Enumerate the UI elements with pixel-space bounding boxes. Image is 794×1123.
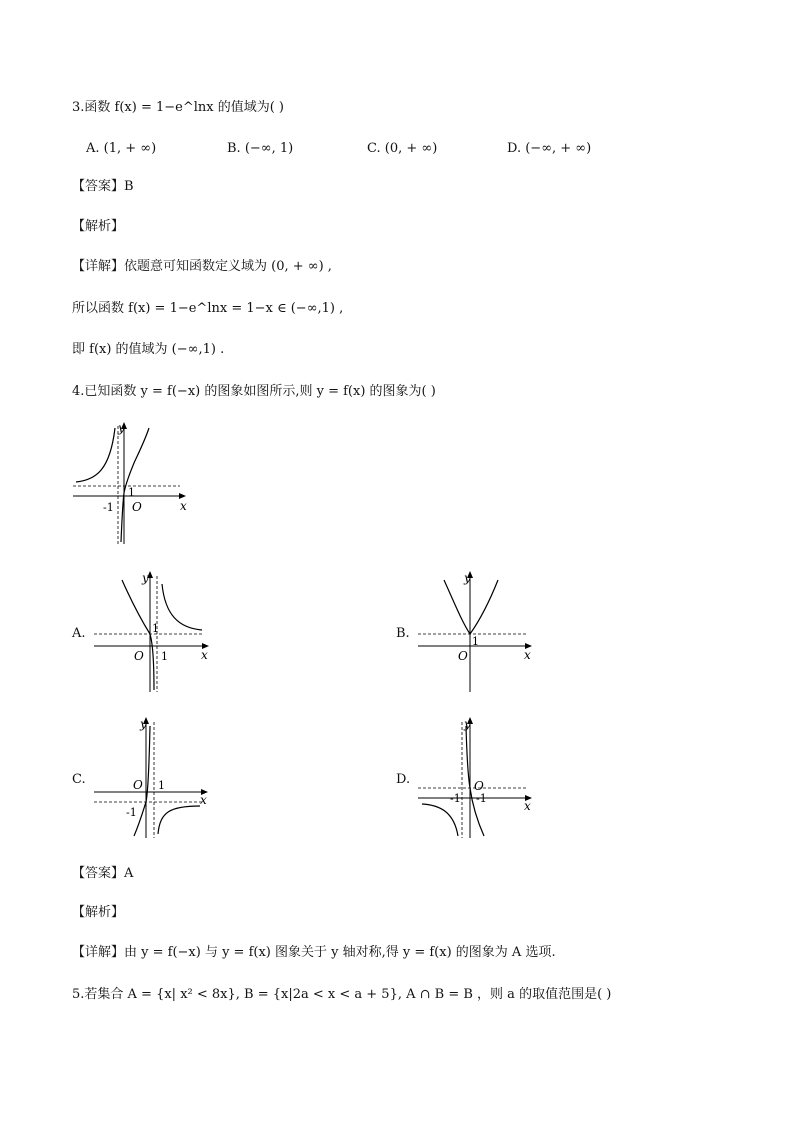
- d-origin-label: O: [474, 779, 484, 793]
- d-x-label: x: [524, 799, 531, 813]
- c-x-label: x: [200, 793, 207, 807]
- q3-detail-1: 【详解】依题意可知函数定义域为 (0, + ∞) ,: [72, 259, 332, 274]
- q4-option-d-graph: [414, 712, 539, 842]
- given-origin-label: O: [132, 500, 142, 514]
- q3-detail-2: 所以函数 f(x) = 1−e^lnx = 1−x ∈ (−∞,1) ,: [72, 301, 344, 316]
- d-y-label: y: [464, 717, 471, 731]
- q3-option-a: A. (1, + ∞): [86, 141, 157, 156]
- d-tick-neg1-right: -1: [476, 792, 487, 805]
- q4-option-a-graph: [90, 566, 215, 696]
- q4-analysis: 【解析】: [72, 905, 125, 920]
- a-x-label: x: [201, 648, 208, 662]
- q4-option-b-graph: [414, 566, 539, 696]
- q5-stem: 5.若集合 A = {x| x² < 8x}, B = {x|2a < x < a + 5}, A ∩ B = B ，则 a 的取值范围是( ): [72, 987, 612, 1002]
- a-tick-y1: 1: [152, 622, 159, 635]
- c-y-label: y: [140, 717, 147, 731]
- q4-option-c-label: C.: [72, 772, 86, 787]
- c-tick-x1: 1: [158, 779, 165, 792]
- a-origin-label: O: [134, 649, 144, 663]
- q3-answer: 【答案】B: [72, 179, 134, 194]
- q3-option-b: B. (−∞, 1): [227, 141, 294, 156]
- d-tick-neg1-left: -1: [450, 792, 461, 805]
- b-x-label: x: [524, 648, 531, 662]
- q4-option-b-label: B.: [396, 626, 410, 641]
- q3-detail-3: 即 f(x) 的值域为 (−∞,1) .: [72, 342, 225, 357]
- b-origin-label: O: [458, 649, 468, 663]
- q4-answer: 【答案】A: [72, 866, 134, 881]
- given-tick-1: 1: [128, 486, 135, 499]
- b-tick-y1: 1: [472, 635, 479, 648]
- q4-stem: 4.已知函数 y = f(−x) 的图象如图所示,则 y = f(x) 的图象为( ): [72, 384, 436, 399]
- q3-option-c: C. (0, + ∞): [367, 141, 438, 156]
- a-y-label: y: [142, 571, 149, 585]
- given-tick-neg1: -1: [103, 501, 114, 514]
- q4-given-graph: [68, 418, 198, 548]
- q3-option-d: D. (−∞, + ∞): [507, 141, 592, 156]
- given-x-label: x: [180, 499, 187, 513]
- q3-stem: 3.函数 f(x) = 1−e^lnx 的值域为( ): [72, 100, 284, 115]
- q4-option-d-label: D.: [396, 772, 411, 787]
- c-origin-label: O: [133, 778, 143, 792]
- given-y-label: y: [118, 421, 125, 435]
- q3-analysis: 【解析】: [72, 219, 125, 234]
- a-tick-x1: 1: [161, 650, 168, 663]
- b-y-label: y: [464, 571, 471, 585]
- q4-detail: 【详解】由 y = f(−x) 与 y = f(x) 图象关于 y 轴对称,得 y = f(x) 的图象为 A 选项.: [72, 945, 556, 960]
- c-tick-yneg1: -1: [126, 806, 137, 819]
- q4-option-a-label: A.: [72, 626, 86, 641]
- q4-option-c-graph: [90, 712, 215, 842]
